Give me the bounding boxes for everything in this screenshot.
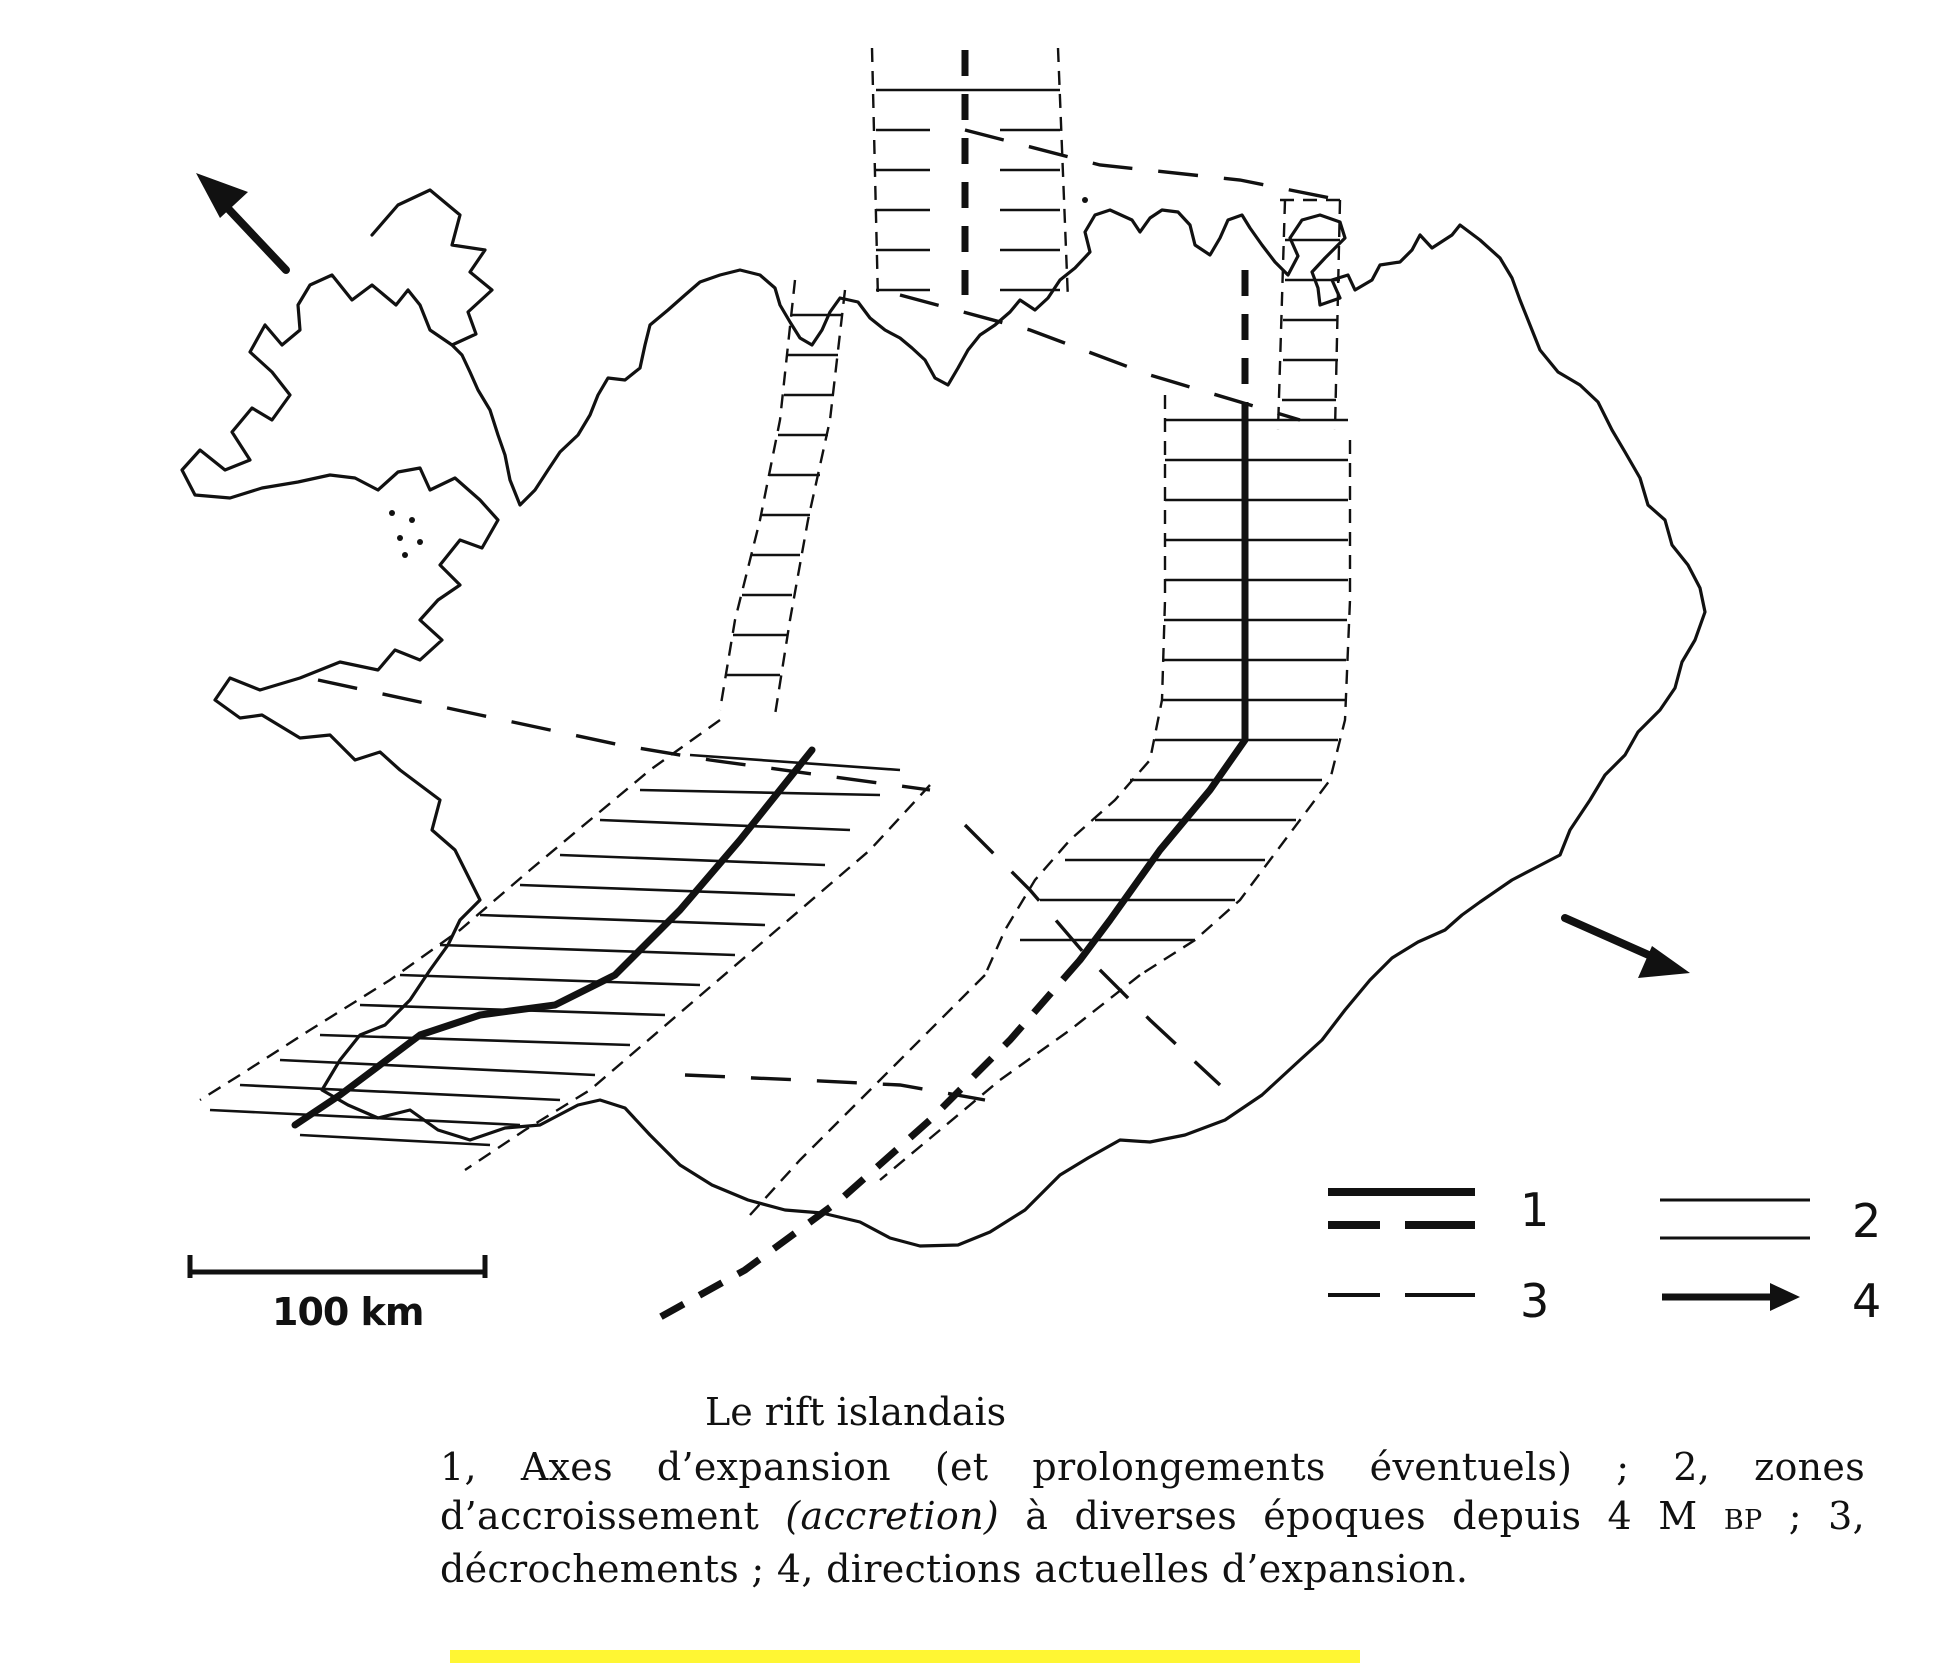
small-islands <box>389 197 1088 558</box>
scale-bar-label: 100 km <box>272 1290 424 1334</box>
zone-eastern-volcanic <box>985 395 1350 975</box>
zone-southern-extension <box>655 960 1140 1320</box>
caption-part-1: 1, Axes d’expansion (et prolongements éventuels) ; 2, zones d’accroissement <box>440 1445 1865 1538</box>
legend-number-1: 1 <box>1520 1183 1550 1237</box>
zone-reykjanes <box>200 720 930 1170</box>
figure-title: Le rift islandais <box>705 1390 1007 1434</box>
caption-part-bp: BP <box>1723 1505 1763 1536</box>
legend-number-2: 2 <box>1852 1194 1882 1248</box>
figure-caption <box>440 1443 1865 1594</box>
zone-north-offshore <box>872 48 1068 300</box>
caption-part-3: à diverses époques depuis 4 M <box>1025 1494 1698 1538</box>
arrow-northwest-icon <box>196 173 286 270</box>
caption-part-5: ; 3, décrochements ; 4, directions actuelles d’expansion. <box>440 1494 1865 1591</box>
scale-bar <box>190 1255 485 1278</box>
legend-symbol-4 <box>1662 1283 1800 1311</box>
zone-western-volcanic <box>720 280 845 715</box>
iceland-coastline <box>182 190 1705 1246</box>
legend-number-4: 4 <box>1852 1274 1882 1328</box>
legend-number-3: 3 <box>1520 1274 1550 1328</box>
legend-symbol-2 <box>1660 1200 1810 1238</box>
transform-faults <box>318 130 1340 1100</box>
arrow-southeast-icon <box>1565 918 1690 978</box>
legend-symbol-1 <box>1328 1192 1475 1225</box>
caption-part-accretion: (accretion) <box>785 1494 999 1538</box>
highlight-mark <box>450 1650 1360 1663</box>
